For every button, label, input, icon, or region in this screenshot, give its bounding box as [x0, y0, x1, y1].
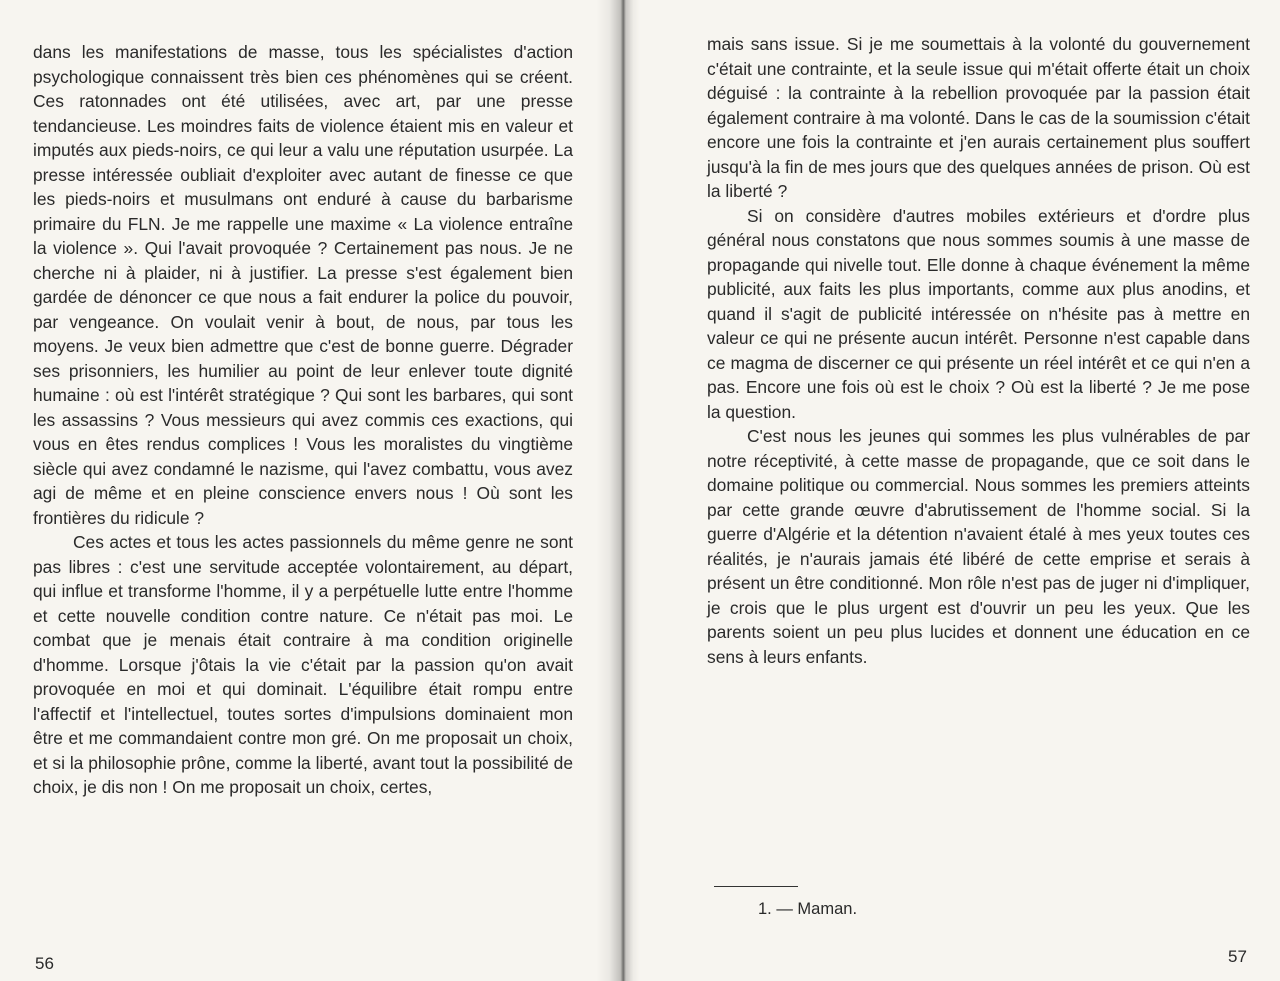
right-page-text: [707, 32, 1250, 669]
left-page: [0, 0, 620, 981]
paragraph: Si on considère d'autres mobiles extérieurs et d'ordre plus général nous constatons que nous sommes soumis à une masse de propagande qui nivelle tout. Elle donne à chaque événement la même publicité, aux faits les plus importants, comme aux plus anodins, et quand il s'agit de publicité intéressée on n'hésite pas à mettre en valeur ce qui ne présente aucun intérêt. Personne n'est capable dans ce magma de discerner ce qui présente un réel intérêt et ce qui n'en a pas. Encore une fois où est le choix ? Où est la liberté ? Je me pose la question.: [707, 205, 1250, 422]
page-number-left: 56: [35, 954, 54, 973]
paragraph: Ces actes et tous les actes passionnels du même genre ne sont pas libres : c'est une servitude acceptée volontairement, au départ, qui influe et transforme l'homme, il y a perpétuelle lutte entre l'homme et cette nouvelle condition contre nature. Ce n'était pas moi. Le combat que je menais était contraire à ma condition originelle d'homme. Lorsque j'ôtais la vie c'était par la passion qu'on avait provoquée en moi et qui dominait. L'équilibre était rompu entre l'affectif et l'intellectuel, toutes sortes d'impulsions dominaient mon être et me commandaient contre mon gré. On me proposait un choix, et si la philosophie prône, comme la liberté, avant tout la possibilité de choix, je dis non ! On me proposait un choix, certes,: [33, 532, 573, 797]
paragraph: mais sans issue. Si je me soumettais à la volonté du gouvernement c'était une contrainte, et la seule issue qui m'était offerte était un choix déguisé : la contrainte à la rebellion provoquée par la passion était également contraire à ma volonté. Dans le cas de la soumission c'était encore une fois la contrainte et j'en aurais certainement plus souffert jusqu'à la fin de mes jours que des quelques années de prison. Où est la liberté ?: [707, 34, 1250, 201]
right-page: [630, 0, 1280, 981]
book-gutter: [596, 0, 640, 981]
footnote-rule: [714, 886, 798, 887]
page-number-right: 57: [1228, 947, 1247, 966]
paragraph: C'est nous les jeunes qui sommes les plus vulnérables de par notre réceptivité, à cette masse de propagande, que ce soit dans le domaine politique ou commercial. Nous sommes les premiers atteints par cette grande œuvre d'abrutissement de l'homme social. Si la guerre d'Algérie et la détention n'avaient étalé à mes yeux toutes ces réalités, je n'aurais jamais été libéré de cette emprise et serais à présent un être conditionné. Mon rôle n'est pas de juger ni d'impliquer, je crois que le plus urgent est d'ouvrir un peu les yeux. Que les parents soient un peu plus lucides et donnent une éducation en ce sens à leurs enfants.: [707, 426, 1250, 667]
paragraph: dans les manifestations de masse, tous les spécialistes d'action psychologique connaissent très bien ces phénomènes qui se créent. Ces ratonnades ont été utilisées, avec art, par une presse tendancieuse. Les moindres faits de violence étaient mis en valeur et imputés aux pieds-noirs, ce qui leur a valu une réputation usurpée. La presse intéressée oubliait d'exploiter avec autant de finesse ce que les pieds-noirs et musulmans ont enduré à cause du barbarisme primaire du FLN. Je me rappelle une maxime « La violence entraîne la violence ». Qui l'avait provoquée ? Certainement pas nous. Je ne cherche ni à plaider, ni à justifier. La presse s'est également bien gardée de dénoncer ce que nous a fait endurer la police du pouvoir, par vengeance. On voulait venir à bout, de nous, par tous les moyens. Je veux bien admettre que c'est de bonne guerre. Dégrader ses prisonniers, les humilier au point de leur enlever toute dignité humaine : où est l'intérêt stratégique ? Qui sont les barbares, qui sont les assassins ? Vous messieurs qui avez commis ces exactions, qui vous en êtes rendus complices ! Vous les moralistes du vingtième siècle qui avez condamné le nazisme, qui l'avez combattu, vous avez agi de même et en pleine conscience envers nous ! Où sont les frontières du ridicule ?: [33, 42, 573, 528]
left-page-text: [33, 40, 573, 800]
footnote: 1. — Maman.: [758, 900, 858, 918]
